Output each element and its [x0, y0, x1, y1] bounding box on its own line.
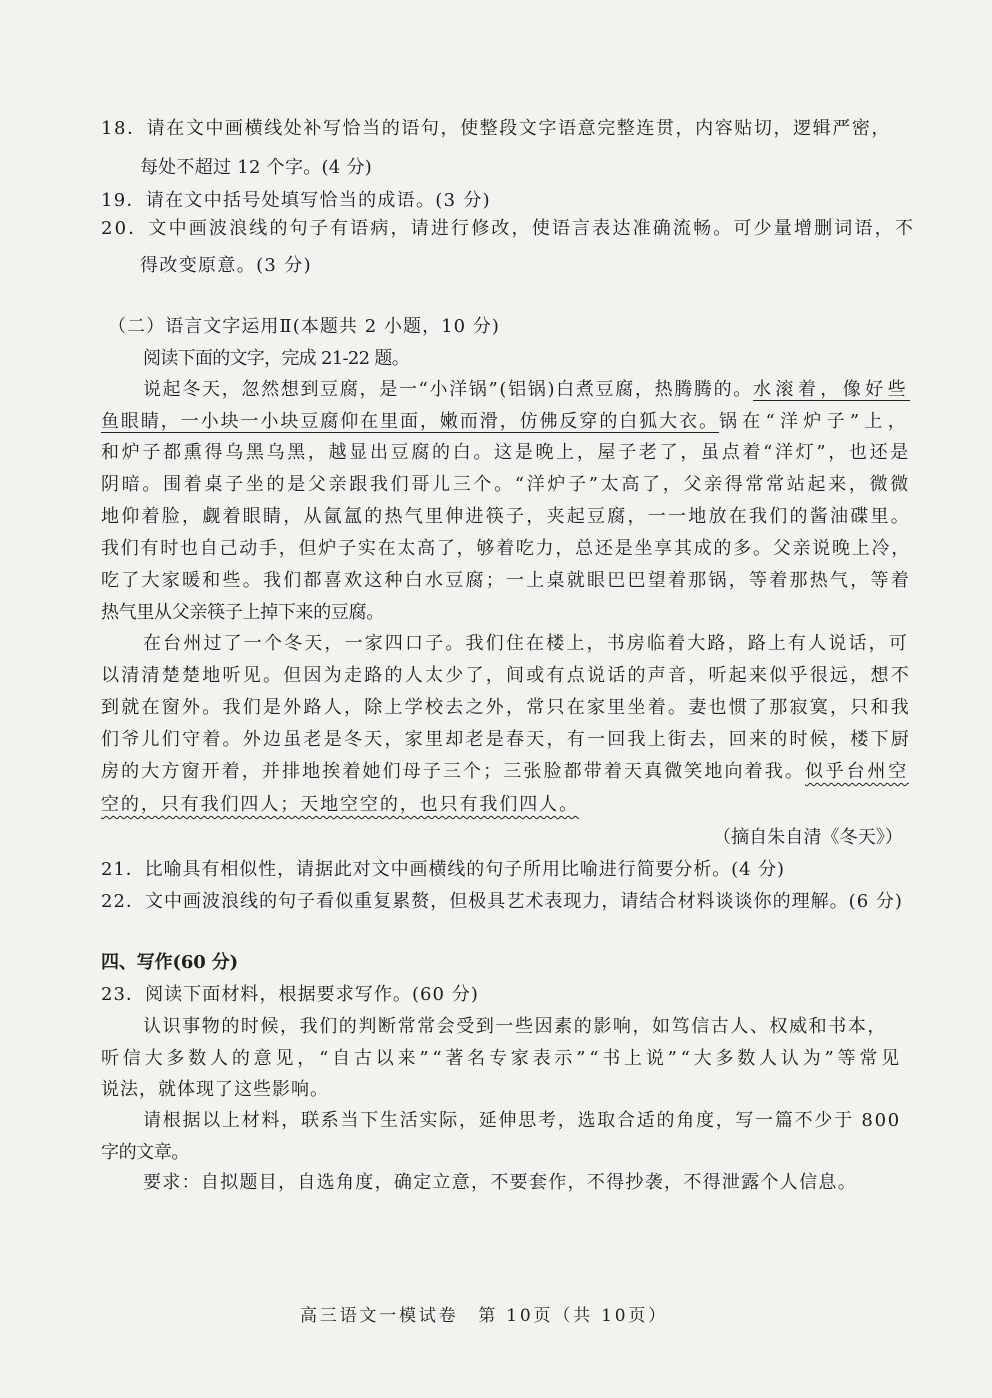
question-23: 23．阅读下面材料，根据要求写作。(60 分): [101, 984, 479, 1005]
question-20-line-2: 得改变原意。(3 分): [140, 255, 313, 276]
passage-p2-line-3: 到就在窗外。我们是外路人，除上学校去之外，常只在家里坐着。妻也惯了那寂寞，只和我: [101, 697, 911, 718]
passage-text: 房的大方窗开着，并排地挨着她们母子三个；三张脸都带着天真微笑地向着我。: [101, 761, 805, 782]
writing-rules: 要求：自拟题目，自选角度，确定立意，不要套作，不得抄袭，不得泄露个人信息。: [143, 1172, 857, 1193]
passage-p1-line-7: 吃了大家暖和些。我们都喜欢这种白水豆腐；一上桌就眼巴巴望着那锅，等着那热气，等着: [101, 570, 911, 591]
question-18-line-1: 18．请在文中画横线处补写恰当的语句，使整段文字语意完整连贯，内容贴切，逻辑严密，: [101, 118, 892, 139]
question-21: 21．比喻具有相似性，请据此对文中画横线的句子所用比喻进行简要分析。(4 分): [101, 859, 785, 880]
passage-source: （摘自朱自清《冬天》）: [713, 827, 903, 848]
question-20-line-1: 20．文中画波浪线的句子有语病，请进行修改，使语言表达准确流畅。可少量增删词语，不: [101, 218, 915, 239]
passage-p1-line-2: [101, 413, 911, 431]
writing-requirement-line-1: 请根据以上材料，联系当下生活实际，延伸思考，选取合适的角度，写一篇不少于 800: [143, 1110, 901, 1131]
question-19: 19．请在文中括号处填写恰当的成语。(3 分): [101, 190, 491, 211]
metaphor-underlined-text: 水滚着，像好些: [753, 379, 911, 400]
section-2-heading: （二）语言文字运用Ⅱ(本题共 2 小题，10 分): [108, 316, 500, 337]
passage-text: 说起冬天，忽然想到豆腐，是一“小洋锅”(铝锅)白煮豆腐，热腾腾的。: [143, 379, 753, 400]
passage-p1-line-8: 热气里从父亲筷子上掉下来的豆腐。: [101, 602, 384, 623]
section-4-heading: 四、写作(60 分): [101, 952, 238, 973]
passage-p2-line-1: 在台州过了一个冬天，一家四口子。我们住在楼上，书房临着大路，路上有人说话，可: [143, 633, 909, 654]
repetition-wavy-text: 似乎台州空: [805, 761, 909, 782]
question-22: 22．文中画波浪线的句子看似重复累赘，但极具艺术表现力，请结合材料谈谈你的理解。(6 分): [101, 891, 903, 912]
material-line-1: 认识事物的时候，我们的判断常常会受到一些因素的影响，如笃信古人、权威和书本，: [143, 1016, 887, 1037]
passage-text: 锅在“洋炉子”上，: [718, 411, 911, 432]
section-2-instruction: 阅读下面的文字，完成 21-22 题。: [143, 348, 409, 369]
passage-p1-line-3: 和炉子都熏得乌黑乌黑，越显出豆腐的白。这是晚上，屋子老了，虽点着“洋灯”，也还是: [101, 442, 911, 463]
passage-p2-line-2: 以清清楚楚地听见。但因为走路的人太少了，间或有点说话的声音，听起来似乎很远，想不: [101, 665, 911, 686]
passage-p2-line-6: 空的，只有我们四人；天地空空的，也只有我们四人。: [101, 794, 580, 815]
writing-requirement-line-2: 字的文章。: [101, 1142, 189, 1163]
passage-p1-line-5: 地仰着脸，觑着眼睛，从氤氲的热气里伸进筷子，夹起豆腐，一一地放在我们的酱油碟里。: [101, 506, 911, 527]
material-line-2: 听信大多数人的意见，“自古以来”“著名专家表示”“书上说”“大多数人认为”等常见: [101, 1048, 903, 1069]
passage-p1-line-1: [143, 381, 910, 399]
passage-p1-line-6: 我们有时也自己动手，但炉子实在太高了，够着吃力，总还是坐享其成的多。父亲说晚上冷，: [101, 538, 911, 559]
material-line-3: 说法，就体现了这些影响。: [101, 1079, 329, 1100]
passage-p2-line-5: [101, 763, 909, 781]
page-footer: 高三语文一模试卷 第 10页（共 10页）: [300, 1306, 668, 1326]
passage-p2-line-4: 们爷儿们守着。外边虽老是冬天，家里却老是春天，有一回我上街去，回来的时候，楼下厨: [101, 729, 911, 750]
question-18-line-2: 每处不超过 12 个字。(4 分): [140, 157, 372, 178]
metaphor-underlined-text: 鱼眼睛，一小块一小块豆腐仰在里面，嫩而滑，仿佛反穿的白狐大衣。: [101, 411, 719, 432]
passage-p1-line-4: 阴暗。围着桌子坐的是父亲跟我们哥儿三个。“洋炉子”太高了，父亲得常常站起来，微微: [101, 474, 911, 495]
